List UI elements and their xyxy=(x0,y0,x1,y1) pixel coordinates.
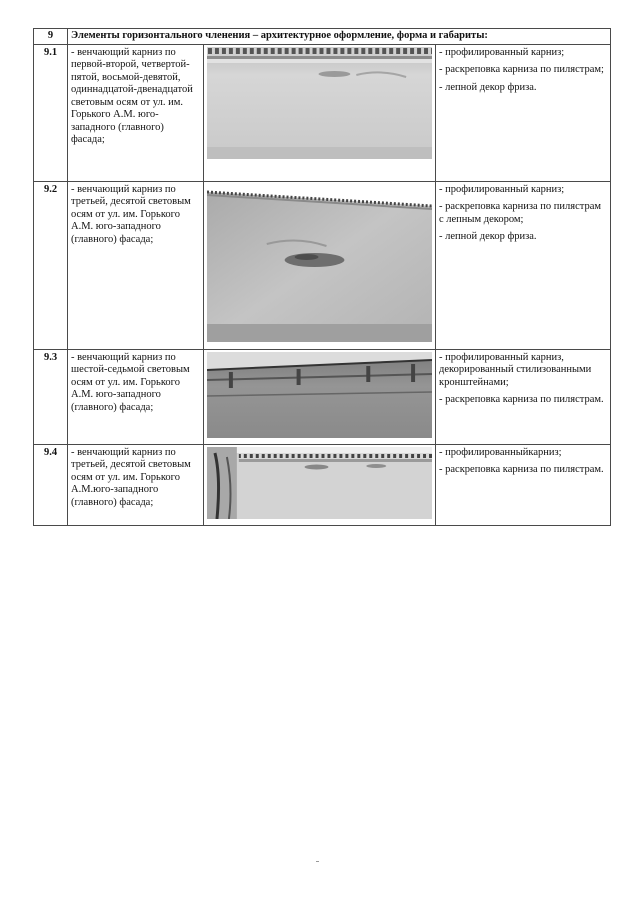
element-description: - венчающий карниз по первой-второй, четвертой-пятой, восьмой-девятой, одиннадцатой-двенадцатой световым осям от ул. им. Горького А.М. юго-западного (главного) фасада; xyxy=(68,44,204,181)
feature-item: - профилированный карниз; xyxy=(439,183,565,195)
feature-item: - профилированный карниз; xyxy=(439,46,565,58)
feature-item: - профилированный карниз, декорированный стилизованными кронштейнами; xyxy=(439,351,592,388)
table-row xyxy=(34,349,611,444)
features-cell xyxy=(436,181,611,349)
row-number: 9.3 xyxy=(34,349,68,444)
table-row xyxy=(34,44,611,181)
feature-item: - раскреповка карниза по пилястрам. xyxy=(439,394,604,405)
row-number: 9.2 xyxy=(34,181,68,349)
cornice-photo xyxy=(207,447,432,519)
feature-item: - раскреповка карниза по пилястрам с лепным декором; xyxy=(439,201,602,225)
photo-cell xyxy=(204,44,436,181)
features-cell xyxy=(436,44,611,181)
feature-item: - лепной декор фриза. xyxy=(439,81,537,93)
table-row xyxy=(34,181,611,349)
photo-cell xyxy=(204,444,436,525)
photo-cell xyxy=(204,181,436,349)
feature-item: - раскреповка карниза по пилястрам. xyxy=(439,464,604,475)
features-cell xyxy=(436,349,611,444)
feature-item: - лепной декор фриза. xyxy=(439,231,537,242)
document-table xyxy=(33,28,611,526)
features-cell xyxy=(436,444,611,525)
element-description: - венчающий карниз по третьей, десятой световым осям от ул. им. Горького А.М.юго-западного (главного) фасада; xyxy=(68,444,204,525)
cornice-photo xyxy=(207,47,432,159)
photo-cell xyxy=(204,349,436,444)
section-title: Элементы горизонтального членения – архитектурное оформление, форма и габариты: xyxy=(68,29,611,45)
row-number: 9.4 xyxy=(34,444,68,525)
element-description: - венчающий карниз по шестой-седьмой световым осям от ул. им. Горького А.М. юго-западного (главного) фасада; xyxy=(68,349,204,444)
cornice-photo xyxy=(207,184,432,342)
row-number: 9.1 xyxy=(34,44,68,181)
cornice-photo xyxy=(207,352,432,438)
table-row xyxy=(34,444,611,525)
feature-item: - раскреповка карниза по пилястрам; xyxy=(439,64,604,75)
section-header-row xyxy=(34,29,611,45)
section-number: 9 xyxy=(34,29,68,45)
element-description: - венчающий карниз по третьей, десятой световым осям от ул. им. Горького А.М. юго-западного (главного) фасада; xyxy=(68,181,204,349)
page-mark xyxy=(316,861,319,862)
feature-item: - профилированныйкарниз; xyxy=(439,446,562,458)
